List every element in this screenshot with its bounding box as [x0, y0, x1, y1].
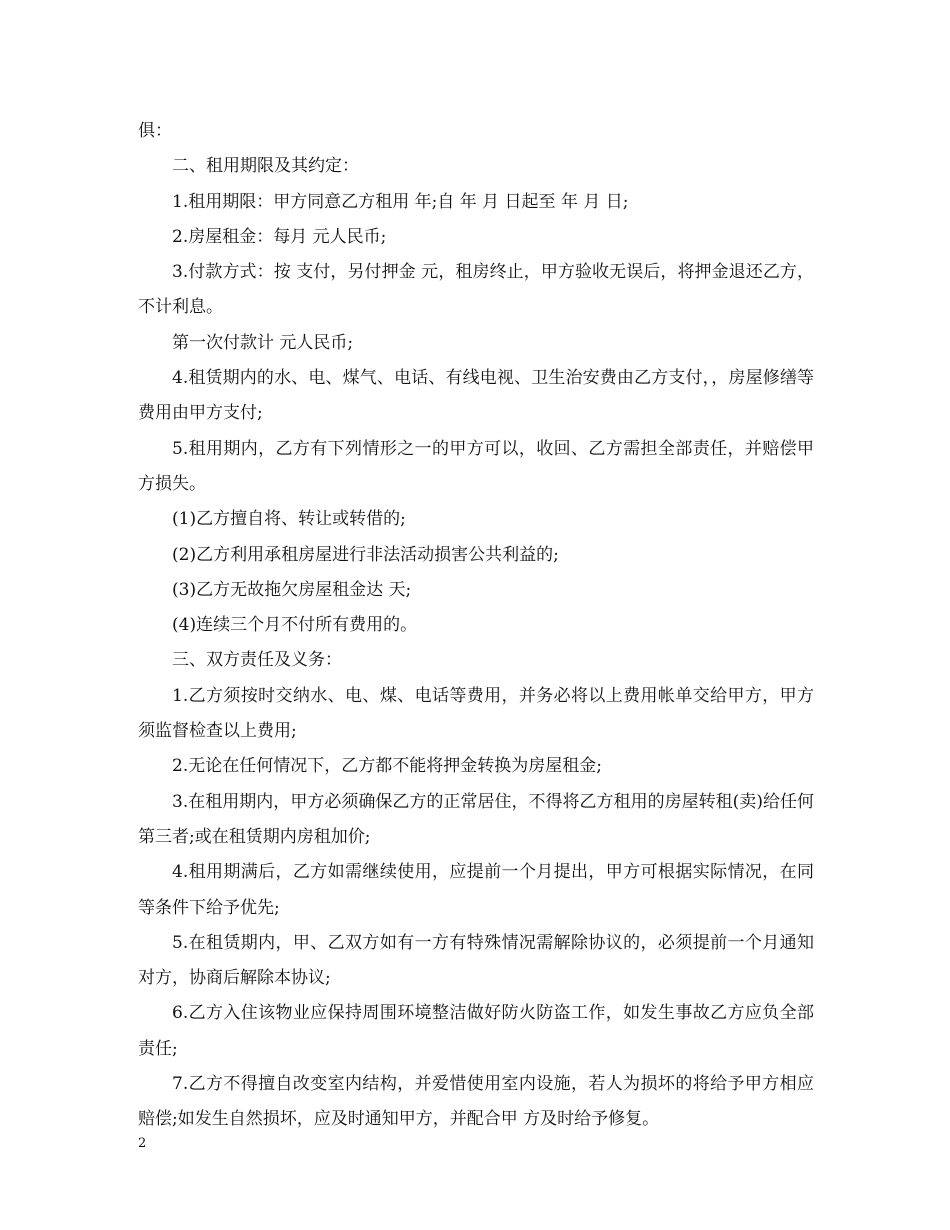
paragraph-continuation: 俱：	[138, 121, 172, 141]
duty-item-7: 7.乙方不得擅自改变室内结构，并爱惜使用室内设施，若人为损坏的将给予甲方相应赔偿;如发生自然损坏，应及时通知甲方，并配合甲 方及时给予修复。	[138, 1074, 814, 1130]
clause-rent: 2.房屋租金：每月 元人民币;	[172, 226, 387, 247]
clause-utilities: 4.租赁期内的水、电、煤气、电话、有线电视、卫生治安费由乙方支付，，房屋修缮等费用由甲方支付;	[138, 368, 814, 424]
clause-lease-period: 1.租用期限：甲方同意乙方租用 年;自 年 月 日起至 年 月 日;	[172, 191, 629, 212]
page-number: 2	[138, 1136, 147, 1151]
section-heading-responsibilities: 三、双方责任及义务：	[172, 650, 342, 671]
condition-item-3: (3)乙方无故拖欠房屋租金达 天;	[172, 579, 412, 600]
duty-item-3: 3.在租用期内，甲方必须确保乙方的正常居住，不得将乙方租用的房屋转租(卖)给任何第三者;或在租赁期内房租加价;	[138, 791, 814, 847]
duty-item-4: 4.租用期满后，乙方如需继续使用，应提前一个月提出，甲方可根据实际情况，在同等条件下给予优先;	[138, 862, 814, 918]
condition-item-4: (4)连续三个月不付所有费用的。	[172, 615, 418, 636]
condition-item-1: (1)乙方擅自将、转让或转借的;	[172, 509, 406, 530]
clause-first-payment: 第一次付款计 元人民币;	[172, 332, 354, 353]
clause-payment-method: 3.付款方式：按 支付，另付押金 元，租房终止，甲方验收无误后，将押金退还乙方，不计利息。	[138, 262, 814, 318]
section-heading-lease-term: 二、租用期限及其约定：	[172, 156, 359, 177]
duty-item-6: 6.乙方入住该物业应保持周围环境整洁做好防火防盗工作，如发生事故乙方应负全部责任;	[138, 1003, 814, 1059]
duty-item-1: 1.乙方须按时交纳水、电、煤、电话等费用，并务必将以上费用帐单交给甲方，甲方须监督检查以上费用;	[138, 685, 814, 742]
clause-termination-conditions: 5.租用期内，乙方有下列情形之一的甲方可以，收回、乙方需担全部责任，并赔偿甲方损失。	[138, 438, 814, 494]
condition-item-2: (2)乙方利用承租房屋进行非法活动损害公共利益的;	[172, 544, 559, 565]
duty-item-2: 2.无论在任何情况下，乙方都不能将押金转换为房屋租金;	[172, 756, 602, 777]
duty-item-5: 5.在租赁期内，甲、乙双方如有一方有特殊情况需解除协议的，必须提前一个月通知对方，协商后解除本协议;	[138, 932, 814, 989]
document-body	[138, 114, 814, 1138]
